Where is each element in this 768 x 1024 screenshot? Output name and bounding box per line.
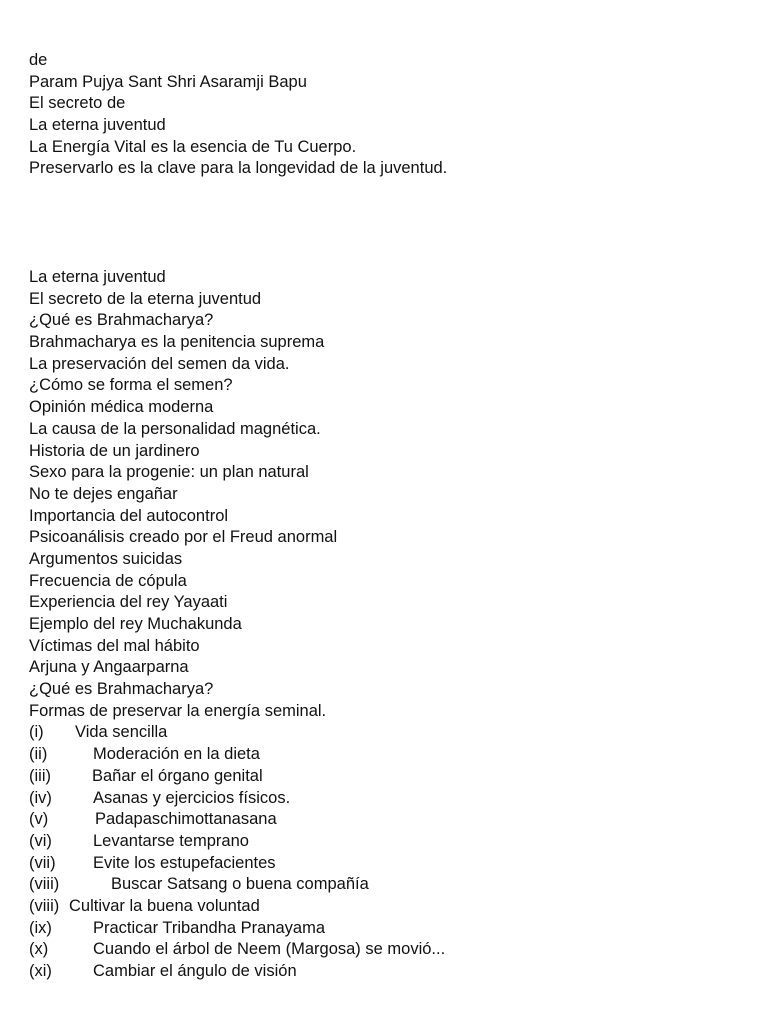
contents-block bbox=[29, 267, 445, 983]
list-item bbox=[29, 961, 445, 983]
contents-line: Historia de un jardinero bbox=[29, 441, 200, 460]
intro-line: La eterna juventud bbox=[29, 116, 166, 135]
list-item-number: (x) bbox=[29, 940, 49, 959]
contents-line: Psicoanálisis creado por el Freud anormal bbox=[29, 528, 338, 547]
list-item-number: (vi) bbox=[29, 831, 52, 850]
contents-line: Sexo para la progenie: un plan natural bbox=[29, 463, 309, 482]
intro-line: Param Pujya Sant Shri Asaramji Bapu bbox=[29, 72, 307, 91]
contents-line: ¿Qué es Brahmacharya? bbox=[29, 680, 214, 699]
list-item-text: Moderación en la dieta bbox=[93, 745, 260, 764]
list-item-number: (viii) bbox=[29, 896, 60, 915]
list-item bbox=[29, 896, 445, 918]
list-item-number: (xi) bbox=[29, 962, 52, 980]
list-item-text: Cultivar la buena voluntad bbox=[69, 896, 260, 915]
list-item bbox=[29, 853, 445, 875]
list-item-number: (v) bbox=[29, 810, 49, 829]
contents-line: Víctimas del mal hábito bbox=[29, 636, 200, 655]
contents-line: ¿Qué es Brahmacharya? bbox=[29, 311, 214, 330]
contents-line: Frecuencia de cópula bbox=[29, 571, 187, 590]
contents-line: El secreto de la eterna juventud bbox=[29, 289, 262, 308]
intro-line: de bbox=[29, 51, 48, 69]
contents-line: ¿Cómo se forma el semen? bbox=[29, 376, 233, 395]
list-item-text: Levantarse temprano bbox=[93, 831, 249, 850]
contents-line: Brahmacharya es la penitencia suprema bbox=[29, 333, 325, 352]
list-item bbox=[29, 744, 445, 766]
list-item-text: Evite los estupefacientes bbox=[93, 853, 276, 872]
list-item-number: (ii) bbox=[29, 745, 48, 764]
list-item-number: (vii) bbox=[29, 853, 56, 872]
intro-block bbox=[29, 50, 447, 180]
contents-line: La preservación del semen da vida. bbox=[29, 354, 290, 373]
list-item-number: (ix) bbox=[29, 918, 52, 937]
contents-line: Experiencia del rey Yayaati bbox=[29, 593, 228, 612]
list-item bbox=[29, 809, 445, 831]
contents-line: Formas de preservar la energía seminal. bbox=[29, 701, 327, 720]
contents-line: La eterna juventud bbox=[29, 268, 166, 286]
list-item bbox=[29, 939, 445, 961]
list-item-text: Bañar el órgano genital bbox=[92, 766, 263, 785]
list-item-text: Cambiar el ángulo de visión bbox=[93, 962, 297, 980]
list-item bbox=[29, 788, 445, 810]
list-item-number: (iii) bbox=[29, 766, 51, 785]
list-item-text: Padapaschimottanasana bbox=[95, 810, 277, 829]
contents-line: Importancia del autocontrol bbox=[29, 506, 229, 525]
list-item-text: Asanas y ejercicios físicos. bbox=[93, 788, 291, 807]
list-item bbox=[29, 918, 445, 940]
contents-line: Ejemplo del rey Muchakunda bbox=[29, 615, 242, 633]
list-item bbox=[29, 722, 445, 744]
list-item-text: Cuando el árbol de Neem (Margosa) se movió... bbox=[93, 940, 446, 959]
contents-line: Arjuna y Angaarparna bbox=[29, 658, 189, 677]
list-item-text: Vida sencilla bbox=[75, 723, 168, 742]
list-item-text: Practicar Tribandha Pranayama bbox=[93, 918, 326, 937]
intro-line: La Energía Vital es la esencia de Tu Cuerpo. bbox=[29, 137, 357, 156]
contents-line: Opinión médica moderna bbox=[29, 398, 214, 417]
list-item-number: (iv) bbox=[29, 788, 52, 807]
contents-line: No te dejes engañar bbox=[29, 484, 178, 503]
intro-line: Preservarlo es la clave para la longevidad de la juventud. bbox=[29, 159, 448, 178]
list-item bbox=[29, 766, 445, 788]
list-item bbox=[29, 831, 445, 853]
contents-line: La causa de la personalidad magnética. bbox=[29, 419, 321, 438]
list-item-number: (i) bbox=[29, 723, 44, 742]
list-item-number: (viii) bbox=[29, 875, 60, 894]
contents-line: Argumentos suicidas bbox=[29, 549, 183, 568]
list-item-text: Buscar Satsang o buena compañía bbox=[111, 875, 369, 894]
list-item bbox=[29, 874, 445, 896]
intro-line: El secreto de bbox=[29, 94, 126, 113]
